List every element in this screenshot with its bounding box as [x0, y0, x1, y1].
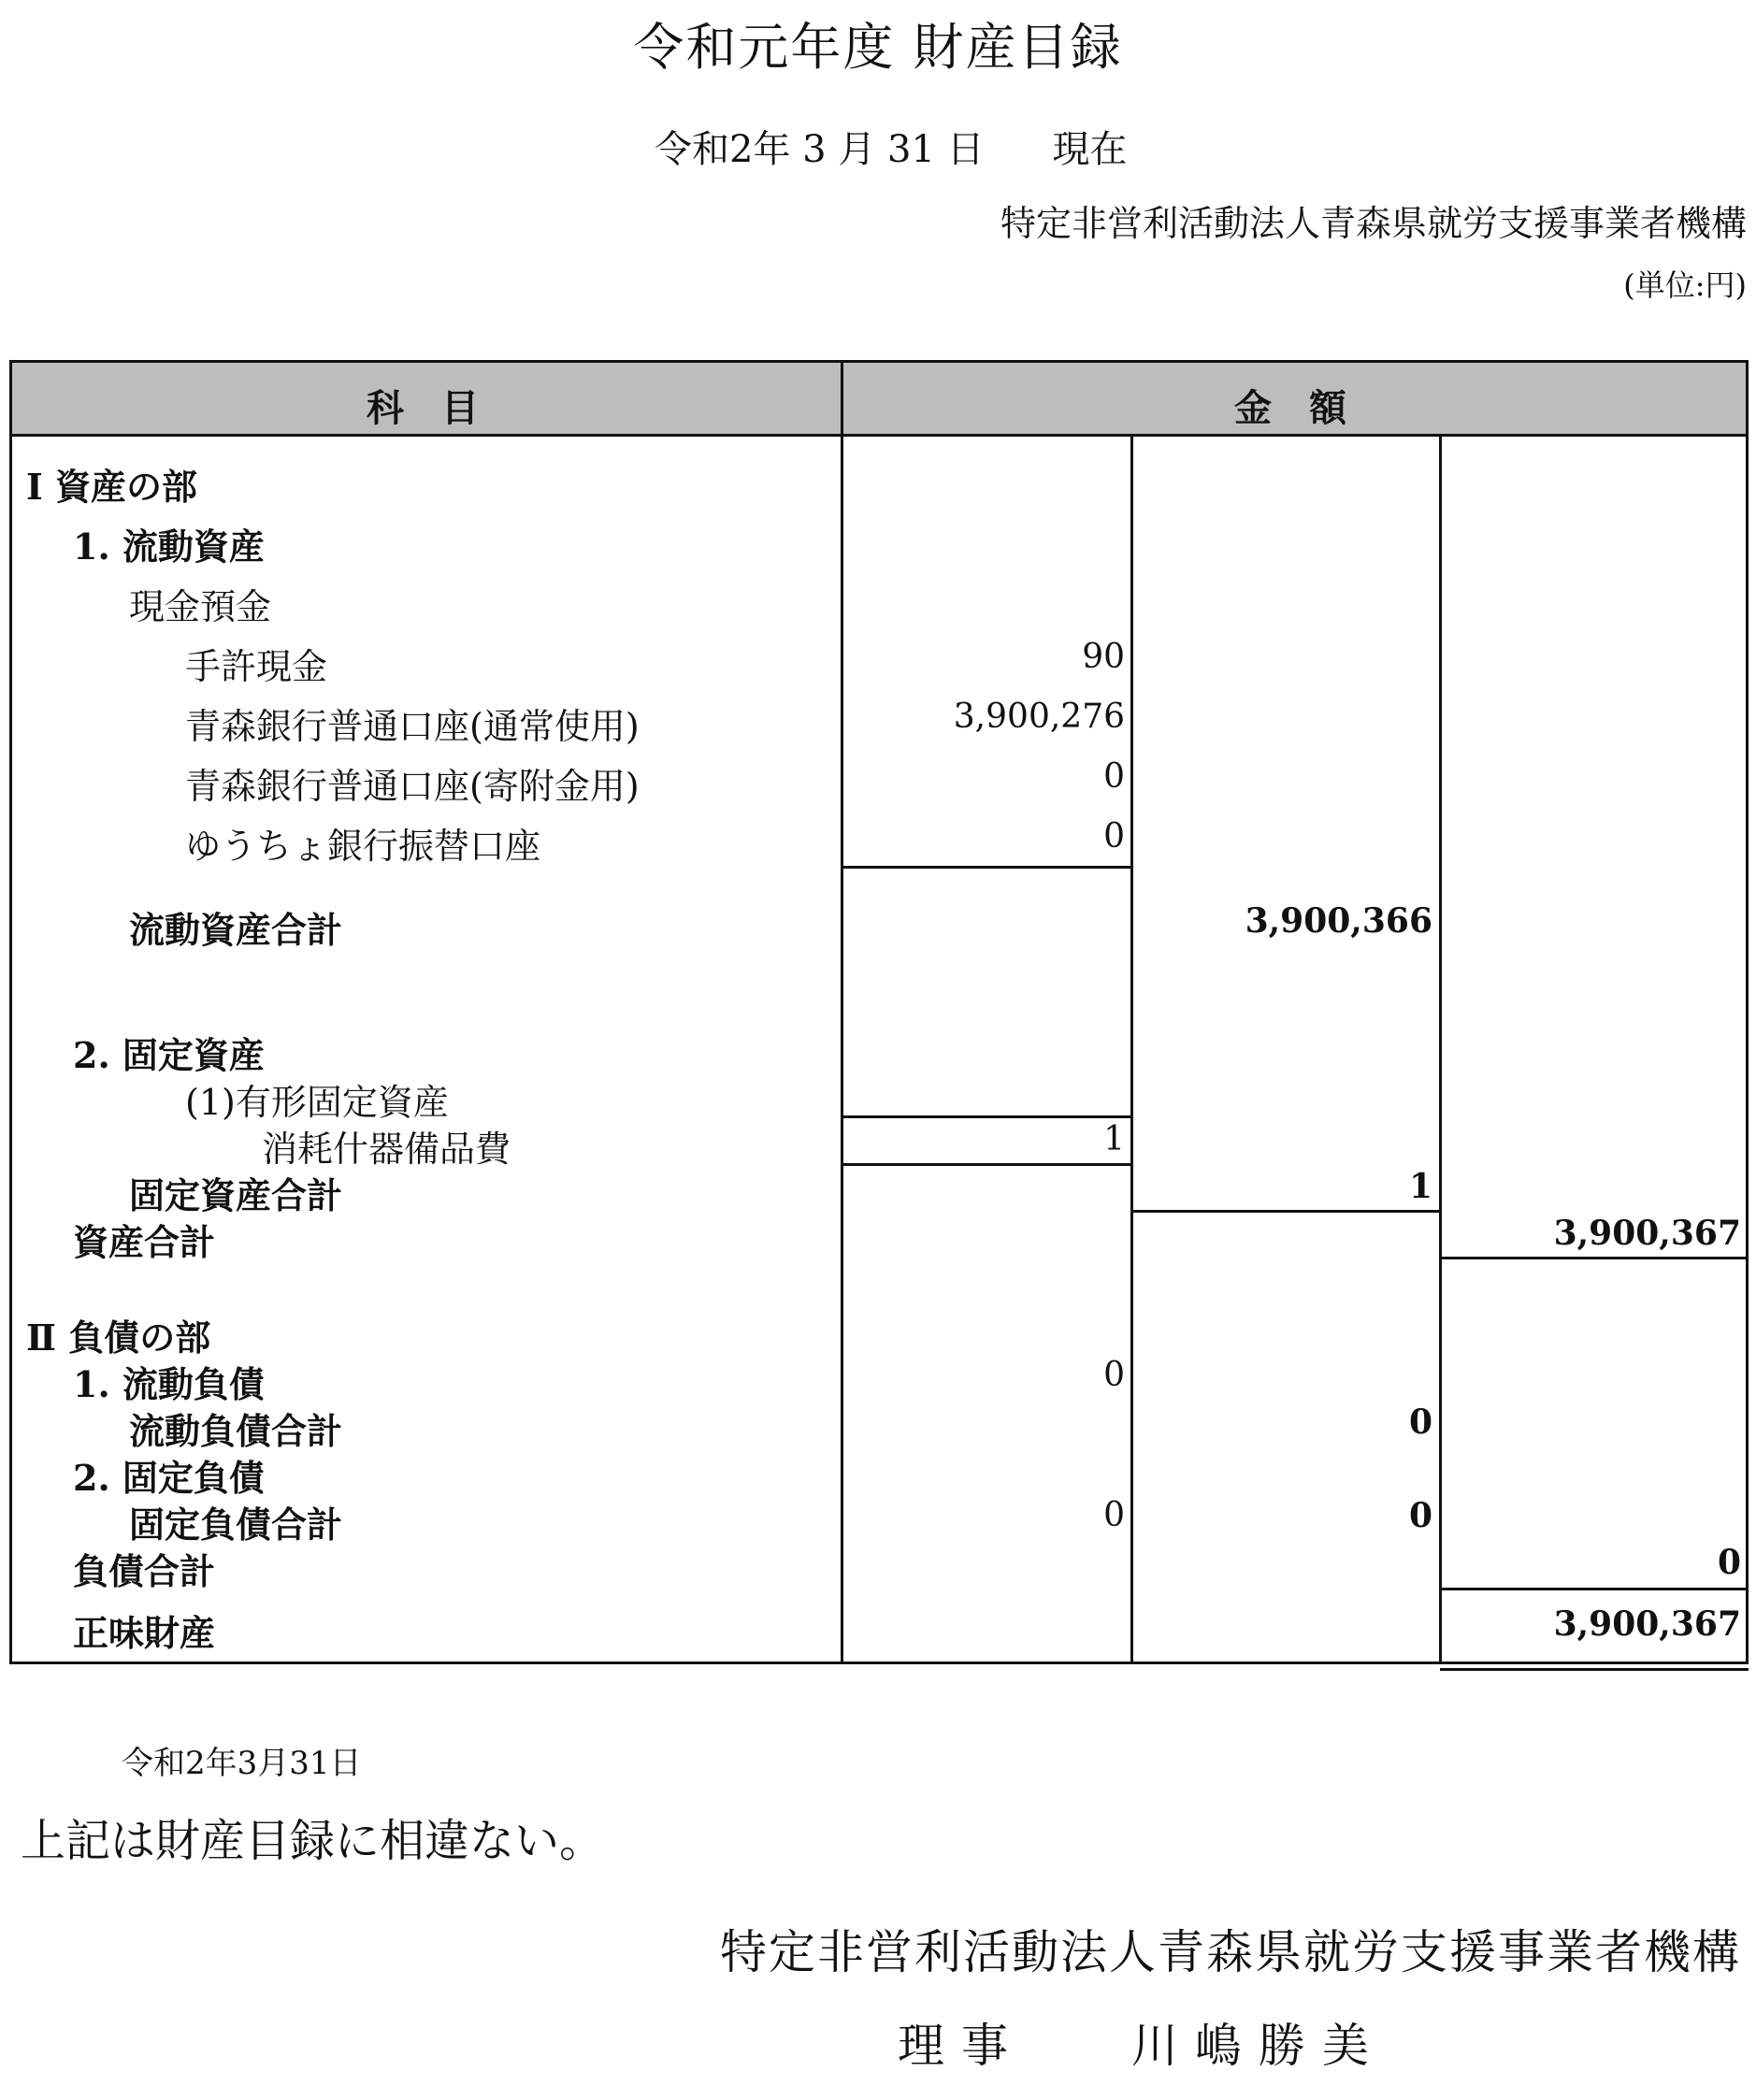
- organization-name: 特定非営利活動法人青森県就労支援事業者機構: [1000, 203, 1747, 244]
- current-assets-label: 1. 流動資産: [73, 525, 265, 568]
- inventory-table: [9, 360, 1749, 1664]
- aomori-donation-label: 青森銀行普通口座(寄附金用): [185, 766, 640, 807]
- current-liabilities-total-amount: 0: [1408, 1402, 1432, 1442]
- rule-liabilities-total: [1440, 1588, 1749, 1590]
- rule-assets-total: [1440, 1257, 1749, 1259]
- petty-cash-label: 手許現金: [185, 646, 328, 687]
- fixed-liabilities-label: 2. 固定負債: [73, 1457, 265, 1499]
- unit-label: (単位:円): [1623, 267, 1747, 303]
- rule-fixtures-bottom: [842, 1163, 1132, 1166]
- current-liabilities-total-label: 流動負債合計: [129, 1410, 343, 1452]
- divider-col1-col2: [1130, 436, 1133, 1664]
- rule-fixtures-top: [842, 1115, 1132, 1118]
- cash-deposits-label: 現金預金: [129, 586, 272, 627]
- net-assets-amount: 3,900,367: [1553, 1604, 1741, 1644]
- liabilities-total-label: 負債合計: [73, 1550, 216, 1592]
- as-of-date: [655, 120, 1145, 173]
- as-of-date-value: 令和2年 3 月 31 日: [655, 128, 985, 171]
- current-assets-total-label: 流動資産合計: [129, 909, 343, 951]
- aomori-regular-label: 青森銀行普通口座(通常使用): [185, 706, 640, 747]
- aomori-donation-amount: 0: [1103, 757, 1125, 796]
- signer-role: 理事: [898, 2019, 1025, 2073]
- yucho-label: ゆうちょ銀行振替口座: [185, 826, 541, 867]
- tangible-fixed-label: (1)有形固定資産: [185, 1082, 449, 1123]
- assets-section-label: Ⅰ 資産の部: [26, 466, 198, 508]
- fixed-assets-total-label: 固定資産合計: [129, 1174, 343, 1216]
- document-title: 令和元年度 財産目録: [633, 18, 1123, 77]
- rule-current-assets: [842, 866, 1132, 869]
- divider-subject-amount: [841, 360, 843, 1664]
- aomori-regular-amount: 3,900,276: [953, 698, 1125, 736]
- petty-cash-amount: 90: [1082, 638, 1125, 676]
- divider-col2-col3: [1439, 436, 1442, 1664]
- liabilities-total-amount: 0: [1717, 1543, 1741, 1582]
- net-assets-label: 正味財産: [73, 1612, 216, 1654]
- assets-total-label: 資産合計: [73, 1221, 216, 1263]
- table-header: [9, 360, 1749, 437]
- consumable-fixtures-label: 消耗什器備品費: [262, 1129, 511, 1170]
- fixed-assets-total-amount: 1: [1408, 1167, 1432, 1206]
- certification-date: 令和2年3月31日: [122, 1745, 362, 1782]
- certification-statement: 上記は財産目録に相違ない。: [21, 1815, 605, 1867]
- yucho-amount: 0: [1103, 817, 1125, 856]
- fixed-liabilities-total-label: 固定負債合計: [129, 1503, 343, 1546]
- footer-organization: 特定非営利活動法人青森県就労支援事業者機構: [720, 1925, 1741, 1979]
- current-liabilities-label: 1. 流動負債: [73, 1363, 265, 1405]
- fixed-liabilities-total-col1: 0: [1103, 1496, 1125, 1534]
- signer: [898, 2008, 1386, 2076]
- as-of-suffix: 現在: [1052, 128, 1128, 171]
- header-subject: 科目: [367, 386, 516, 430]
- liabilities-section-label: Ⅱ 負債の部: [26, 1316, 211, 1359]
- fixed-assets-label: 2. 固定資産: [73, 1034, 265, 1076]
- current-liabilities-amount: 0: [1103, 1356, 1125, 1394]
- assets-total-amount: 3,900,367: [1553, 1214, 1741, 1253]
- header-amount: 金額: [1234, 386, 1384, 430]
- rule-fixed-assets: [1131, 1210, 1441, 1213]
- rule-net-assets-double: [1440, 1668, 1749, 1671]
- current-assets-total-amount: 3,900,366: [1245, 901, 1432, 941]
- fixed-liabilities-total-col2: 0: [1408, 1496, 1432, 1535]
- signer-name: 川嶋勝美: [1130, 2019, 1386, 2073]
- consumable-fixtures-amount: 1: [1103, 1120, 1125, 1158]
